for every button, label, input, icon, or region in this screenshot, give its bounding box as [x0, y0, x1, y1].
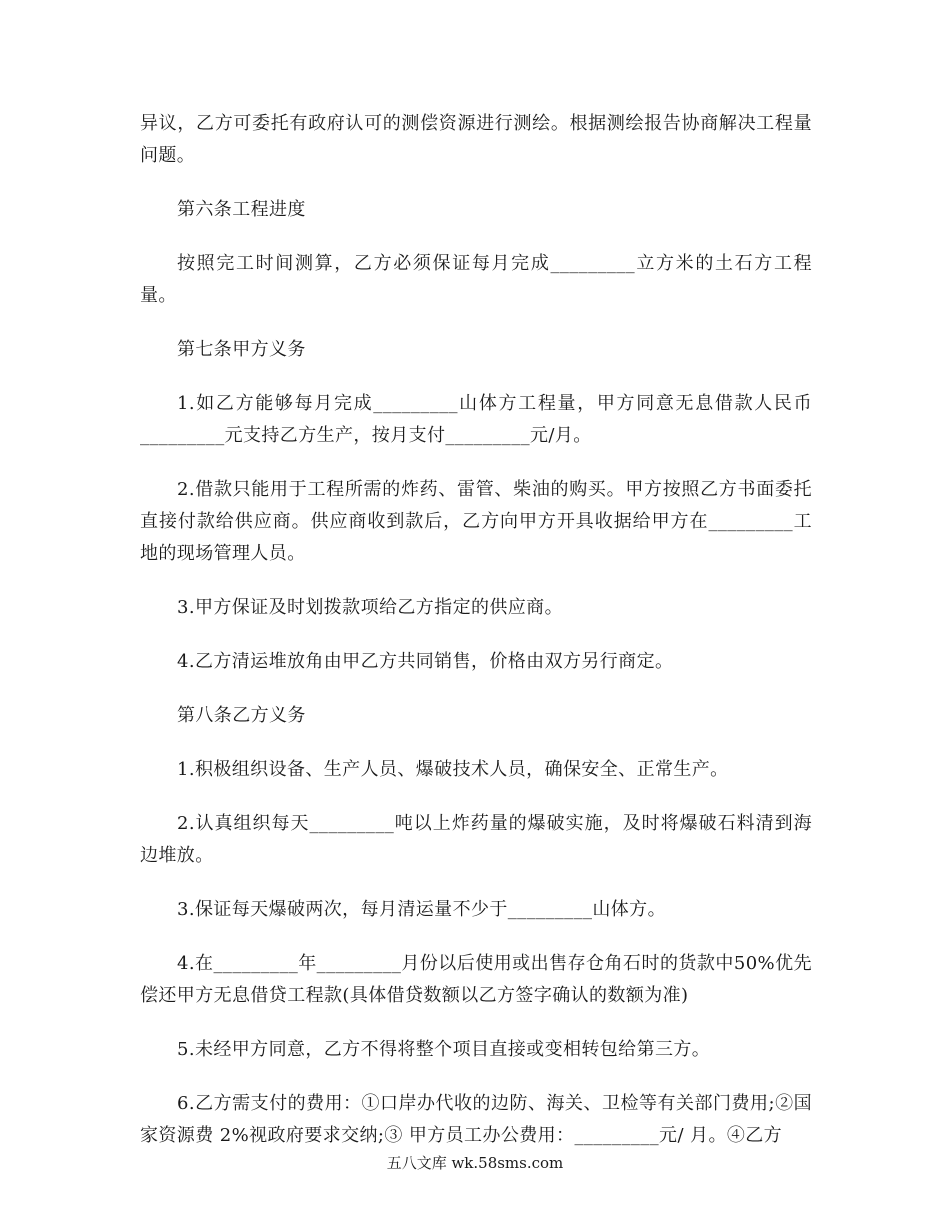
paragraph-party-b-item-2: 2.认真组织每天_________吨以上炸药量的爆破实施，及时将爆破石料清到海边堆放。 [140, 813, 812, 866]
paragraph-party-b-item-4: 4.在_________年_________月份以后使用或出售存仓角石时的货款中50%优先偿还甲方无息借贷工程款(具体借贷数额以乙方签字确认的数额为准) [140, 953, 812, 1006]
paragraph-party-b-item-3: 3.保证每天爆破两次，每月清运量不少于_________山体方。 [177, 899, 666, 920]
paragraph-party-b-item-1: 1.积极组织设备、生产人员、爆破技术人员，确保安全、正常生产。 [177, 759, 729, 780]
section-heading-article-7: 第七条甲方义务 [177, 339, 306, 360]
section-heading-article-6: 第六条工程进度 [177, 199, 306, 220]
section-heading-article-8: 第八条乙方义务 [177, 705, 306, 726]
paragraph-party-a-item-2: 2.借款只能用于工程所需的炸药、雷管、柴油的购买。甲方按照乙方书面委托直接付款给供应商。供应商收到款后，乙方向甲方开具收据给甲方在_________工地的现场管理人员。 [140, 479, 812, 564]
paragraph-progress: 按照完工时间测算，乙方必须保证每月完成_________立方米的土石方工程量。 [140, 253, 812, 306]
document-body [140, 108, 812, 1174]
paragraph-party-b-item-5: 5.未经甲方同意，乙方不得将整个项目直接或变相转包给第三方。 [177, 1039, 711, 1060]
paragraph-party-b-item-6: 6.乙方需支付的费用：①口岸办代收的边防、海关、卫检等有关部门费用;②国家资源费 2%视政府要求交纳;③ 甲方员工办公费用：_________元/ 月。④乙方 [140, 1093, 812, 1146]
page-footer: 五八文库 wk.58sms.com [386, 1154, 564, 1172]
paragraph-continuation: 异议，乙方可委托有政府认可的测偿资源进行测绘。根据测绘报告协商解决工程量问题。 [140, 113, 812, 166]
paragraph-party-a-item-1: 1.如乙方能够每月完成_________山体方工程量，甲方同意无息借款人民币_________元支持乙方生产，按月支付_________元/月。 [140, 393, 812, 446]
paragraph-party-a-item-3: 3.甲方保证及时划拨款项给乙方指定的供应商。 [177, 597, 563, 618]
paragraph-party-a-item-4: 4.乙方清运堆放角由甲乙方共同销售，价格由双方另行商定。 [177, 651, 674, 672]
